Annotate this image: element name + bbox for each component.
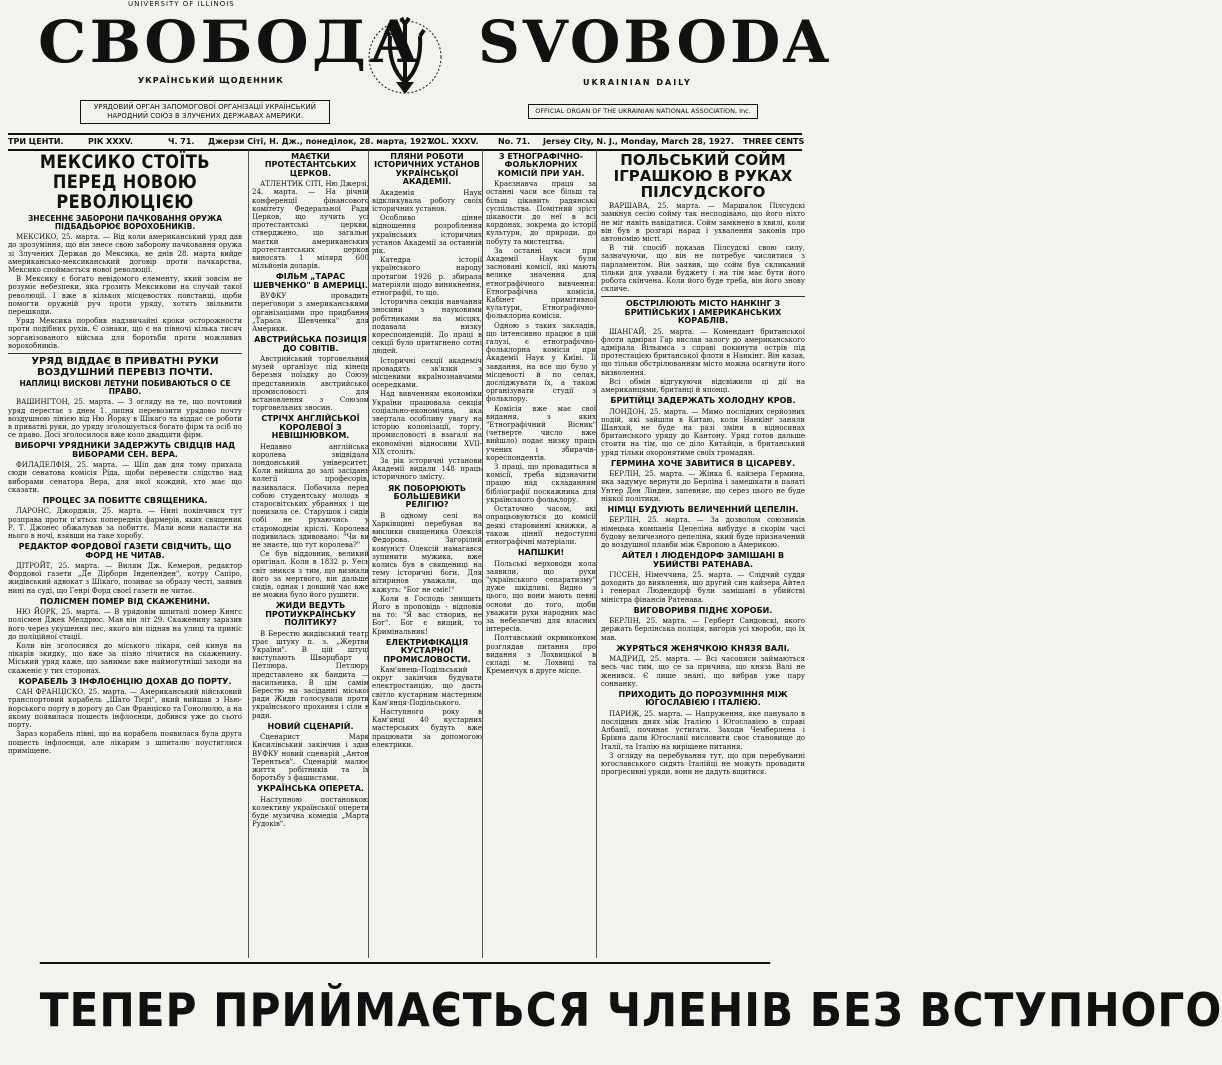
place-date-ukrainian: Джерзи Сіті, Н. Дж., понеділок, 28. марта, 1927.: [208, 137, 436, 146]
masthead-subtitle-english: UKRAINIAN DAILY: [583, 78, 692, 87]
volume-number: VOL. XXXV.: [428, 137, 479, 146]
article-paragraph: Комісія вже має свої видання, з яких "Етнографічний Вісник" (четверте число вже вийшло) подає низку праць учених і збирачів-кореспондентів.: [486, 404, 596, 462]
article-paragraph: Австрийський торговельний музей організує під кінець березня поїздку до Союзу представників австрийської промисловості для встановлення з Союзом торговельних зносин.: [252, 354, 369, 413]
article-paragraph: НЮ ЙОРК, 25. марта. — В урядовім шпиталі помер Кингс полісмен Джек Мелдрюс. Мав він літ 29. Скаженину заразив його через укушення пес, якого він підняв на улиці та приніс до поліційної стації.: [8, 608, 242, 641]
headline-polish-sejm: ПОЛЬСЬКИЙ СОЙМ ІГРАШКОЮ В РУКАХ ПІЛСУДСКОГО: [613, 151, 793, 201]
headline-airmail: УРЯД ВІДДАЄ В ПРИВАТНІ РУКИ ВОЗДУШНИЙ ПЕРЕВІЗ ПОЧТИ.: [31, 356, 219, 378]
issue-number: No. 71.: [498, 137, 531, 146]
article-paragraph: Полтавський окрвиконком розглядав питання про видання з Лохвицької в складі м. Лохвиці та Кременчук в друге місце.: [486, 634, 596, 676]
masthead-title-cyrillic: СВОБОДА: [38, 8, 422, 76]
headline-influenza-ship: КОРАБЕЛЬ З ІНФЛОЄНЦІЮ ДОХАВ ДО ПОРТУ.: [18, 676, 232, 686]
column-divider: [601, 296, 805, 297]
headline-election-officials: ВИБОРЧІ УРЯДНИКИ ЗАДЕРЖУТЬ СВІДЦІВ НАД ВИБОРАМИ СЕН. ВЕРА.: [14, 441, 236, 459]
headline-austrian-position: АВСТРИЙСЬКА ПОЗИЦІЯ ДО СОВІТІВ.: [254, 335, 367, 353]
article-paragraph: За рік історичні установи Академії видали 148 праць історичного змісту.: [372, 457, 482, 482]
article-paragraph: Сценарист Марк Кисилівський закінчив і здав ВУФКУ новий сценарій „Антон Терентьєв". Сценарій малює життя робітників та їх боротьбу з фашистами.: [252, 733, 369, 783]
headline-nanking-shelling: ОБСТРІЛЮЮТЬ МІСТО НАНКІНГ З БРИТІЙСЬКИХ І АМЕРИКАНСЬКИХ КОРАБЛІВ.: [624, 299, 782, 326]
headline-napshky: НАПШКИ!: [517, 548, 565, 558]
headline-rathenau: АЙТЕЛ І ЛЮДЕНДОРФ ЗАМІШАНІ В УБИЙСТВІ РАТЕНАВА.: [621, 551, 785, 569]
masthead-title-latin: SVOBODA: [478, 8, 832, 76]
article-paragraph: АТЛЕНТИК СІТІ, Ню Джерзі, 24. марта. — На річній конференції фінансового комітету Федеральної Ради Церков, що лучить усі протестантські церкви, стверджено, що загальні маєтки американських протестантських церков виносять 1 мілярд 600 мільйонів доларів.: [252, 180, 369, 271]
headline-priest-trial: ПРОЦЕС ЗА ПОБИТТЄ СВЯЩЕНИКА.: [42, 496, 208, 506]
column-1: [8, 150, 242, 958]
headline-shevchenko-film: ФІЛЬМ „ТАРАС ШЕВЧЕНКО" В АМЕРИЦІ.: [253, 272, 368, 290]
article-paragraph: Коли в Господь знищить Його в проповідь - відповів на то: "Я вас створив, не Бог". Бог є вищий, то Кримінальник!: [372, 594, 482, 636]
bottom-banner-headline: ТЕПЕР ПРИЙМАЄТЬСЯ ЧЛЕНІВ БЕЗ ВСТУПНОГО: [40, 962, 770, 1064]
article-paragraph: ВУФКУ провадить переговори з американськими організаціями про придбання „Тараса Шевченка" для Америки.: [252, 292, 369, 333]
article-paragraph: МАДРИД, 25. марта. — Всі часописи займаються весь час тим, що се за причина, що князь Валі не женився. Є лише знані, що вибрав уже пару соннанку.: [601, 655, 805, 688]
headline-bolsheviks-religion: ЯК ПОБОРЮЮТЬ БОЛЬШЕВИКИ РЕЛІГІЮ?: [387, 483, 467, 510]
article-paragraph: Над вивченням економіки України працювала секція соціально-економічна, яка звертала особливу увагу на історію колонізації, торгу, промисловості в взагалі на економічні відносини XVII-XIX століть.: [372, 390, 482, 456]
headline-mexico-revolution: МЕКСИКО СТОЇТЬ ПЕРЕД НОВОЮ РЕВОЛЮЦІЄЮ: [39, 151, 211, 213]
article-paragraph: ПАРИЖ, 25. марта. — Напруження, яке панувало в послідних днях між Італією і Югославією в справі Албанії, починає устигати. Заходи Чемберлена і Бріяна дали Югославії висловити своє становище до Італії, та Італію на вирішене питання.: [601, 709, 805, 751]
top-strip: UNIVERSITY OF ILLINOIS: [128, 0, 235, 8]
article-paragraph: БЕРЛІН, 25. марта. — Герберт Сандовскі, якого держать берлінська поліція, вигорів усі хвороби, що їх мав.: [601, 617, 805, 642]
headline-diseases: ВИГОВОРИВЯ ПІДНЄ ХОРОБИ.: [633, 605, 773, 615]
column-divider: [8, 353, 242, 354]
article-paragraph: САН ФРАНЦІСКО, 25. марта. — Американський військовий транспортовий корабель „Шато Тієрі", який вийшав з Нью-йорського порту в дорогу до Сан Франціско та Гонолюлю, а на якому появилася пошесть інфлоєнци, добився уже до сього порту.: [8, 688, 242, 730]
article-paragraph: МЕКСИКО, 25. марта. — Від коли американський уряд дав до зрозуміння, що він знесе свою заборону пачковання оружа зі Злучених Держав до Мексика, ве днів 28. марта вийде американсько-мексиканський договір проти пачкарства, Мексико споймається нової революції.: [8, 233, 242, 275]
headline-academy-plans: ПЛЯНИ РОБОТИ ІСТОРИЧНИХ УСТАНОВ УКРАЇНСЬКОЇ АКАДЕМІЇ.: [374, 152, 480, 187]
article-paragraph: З праці, що провадиться в комісії, треба відзначити працю над складанням бібліографії поскажника для українського фольклору.: [486, 463, 596, 504]
article-paragraph: В Берестю жидівський театр грає штуку п. з. „Жертви України". В цій штуці виступають Шварцбарт і Петлюра. Петлюру представлено як бандита — насильника. В цім самім Берестю на засіданні міської ради Жиди голосували проти українського прохання і сіли в ради.: [252, 629, 369, 720]
article-paragraph: Всі обмін відгукуючи відсвіжили ці дії на американцями, британці й японці.: [601, 377, 805, 395]
article-paragraph: Академія Наук відкликувала роботу своїх історичних установ.: [372, 188, 482, 213]
article-paragraph: Уряд Мексика поробив надзвичайні кроки осторожности проти подібних рухів. Є ознаки, що є на півночі кілька тисяч зорганізованого війська для боротьби проти можливих ворохобників.: [8, 317, 242, 350]
headline-protestant-churches: МАЄТКИ ПРОТЕСТАНТСЬКИХ ЦЕРКОВ.: [264, 152, 357, 178]
issue-number-ukrainian: Ч. 71.: [168, 137, 195, 146]
headline-hermine: ГЕРМИНА ХОЧЕ ЗАВИТИСЯ В ЦІСАРЕВУ.: [610, 458, 796, 468]
article-paragraph: ВАРШАВА, 25. марта. — Маршалок Пілсудскі замкнув сесію сойму так несподівано, що його ніхто не міг навіть навідатися. Сойм замкнено в хвилі, коли він був в розгарі нарад і ухвалення законів про автономію місті.: [601, 202, 805, 244]
trident-emblem-icon: [366, 12, 444, 102]
article-paragraph: Польські верховоди кола заявили, що рухи "українського сепаратизму" дуже шкідливі. Видно з цього, що вони мають певні основи до того, щоби уважати рухи народних мас за небезпечні для власних інтересів.: [486, 559, 596, 634]
headline-ethnography-commissions: З ЕТНОГРАФІЧНО-ФОЛЬКЛОРНИХ КОМІСІЙ ПРИ УАН.: [497, 152, 585, 178]
article-paragraph: Історичні секції академіч провадять зв'язки з місцевими вкраїнознавчими осередками.: [372, 356, 482, 390]
article-paragraph: Кам'янець-Подільський округ закінчив будувати електростанцію, що дасть світло кустарним мастерням Кам'янця-Подільського.: [372, 666, 482, 707]
place-date-english: Jersey City, N. J., Monday, March 28, 1927.: [543, 137, 734, 146]
headline-zeppelin: НІМЦІ БУДУЮТЬ ВЕЛИЧЕННИЙ ЦЕПЕЛІН.: [607, 505, 799, 515]
article-paragraph: Се був віддовник, великий оригінал. Коли в 1832 р. Уесь світ зникся з тим, що визнали його за мертвого, він дальше сидів, однак і довший час вже не можна було його рушити.: [252, 550, 369, 600]
article-paragraph: Краєзнавча праця за останні часи все більш та більш цікавить радянські суспільства. Помітний зріст цікавости до неї в всі кордонах, зокрема до історії культури, до природи, до побуту та мистецтва.: [486, 180, 596, 246]
article-paragraph: Остаточно часом, які опрацьовуються до комісії деякі старовинні книжки, а також ціннії недоступні етнографічні матеріали.: [486, 505, 596, 546]
article-paragraph: Особливо цінне відношення розроблення українських історичних установ Академії за останній рік.: [372, 214, 482, 255]
headline-electrification: ЕЛЕКТРИФІКАЦІЯ КУСТАРНОЇ ПРОМИСЛОВОСТИ.: [383, 637, 471, 664]
article-paragraph: Зараз корабель півні, що на корабель появилася була друга пошесть інфлоєнци, але лікарям з шпиталю поустиглися приміщене.: [8, 730, 242, 755]
article-paragraph: ГІССЕН, Німеччина, 25. марта. — Слідчий суддя доходить до виявлення, що другий син кайзера Айтел і генерал Людендорф були замішані в убийстві міністра фінансів Ратенава.: [601, 571, 805, 604]
article-paragraph: ФИЛАДЕЛФІЯ, 25. марта. — Шіп дав для тому прихала сюди сенатова комісія Ріда, щоби перевести слідство над виборами сенатора Вера, для якої кождий, хто має що сказати.: [8, 461, 242, 494]
headline-yugoslavia-italy: ПРИХОДИТЬ ДО ПОРОЗУМІННЯ МІЖ ЮГОСЛАВІЄЮ І ІТАЛІЄЮ.: [618, 690, 788, 708]
article-paragraph: ЛОНДОН, 25. марта. — Мимо послідних серйозних подій, які зайшли в Китаю, коли Нанкінг заняли Шанхай, не буде на разі зміни в відносинах британського уряду до Кантону. Уряд готов дальше стояти на тім, що се діло Китайців, а британський уряд тільки охоронятиме своїх громадян.: [601, 407, 805, 457]
article-paragraph: В тій спосіб показав Пілсудскі свою силу, зазначуючи, що він не потребує числитися з парламентом. Він заявив, що сойм був скликаний тільки для ухвали буджету і на тім має бути його робота скінчена. Коли його буде треба, він його знову скличе.: [601, 244, 805, 294]
article-paragraph: ДІТРОЙТ, 25. марта. — Вилям Дж. Кемерон, редактор Фордової газети „Дe Дірборн Індепенден", котру Сапіро, жидівський адвокат з Шікаго, позиває за образу честі, заявив нині на суді, що Генрі Форд своєї газети не читає.: [8, 562, 242, 595]
column-2: [248, 150, 369, 958]
article-paragraph: Коли він зголосився до міського лікаря, сей кинув на лікарів зкидку, що вже за пізно лічитися на скаженину. Міський уряд каже, що занимає вже наймогутніші заходи на скаженіє у тих сторонах.: [8, 642, 242, 675]
article-paragraph: Одною з таких закладів, що інтенсивно працює в цій галузі, є етнографічно-фольклорна комісія при Академії Наук у Київі. Її завдання, на все що було у місцевості й по селах, досліджувати їх, а також організувати студії з фольклору.: [486, 321, 596, 404]
dateline-bar: [8, 133, 805, 151]
column-4: [482, 150, 596, 958]
article-paragraph: БЕРЛІН, 25. марта. — Жінка б. кайзера Гермина, яка задумує вернути до Берліна і замешкати в палаті Унтер Ден Лінден, запевняє, що серез цього не буде ніякої політики.: [601, 470, 805, 503]
masthead-subtitle-ukrainian: УКРАЇНСЬКИЙ ЩОДЕННИК: [138, 76, 284, 85]
column-5: [596, 150, 805, 958]
article-paragraph: З огляду на перебування тут, що при перебуванні югославського сидять Італійці не можуть провадити прогресивні уряди, вони не дадуть вщитися.: [601, 751, 805, 777]
article-paragraph: БЕРЛІН, 25. марта. — За дозволом союзників німецька компанія Цепеліна вибудує в скорім часі будову величезного цепеліна, який буде призначений до воздушної плавби між Європою а Америкою.: [601, 516, 805, 550]
article-paragraph: ВАШИНГТОН, 25. марта. — З огляду на те, що почтовий уряд перестає з днем 1. липня перевозити урядово почту воздушною лінією від Ню Йорку в Шікаґо та віддає се роботи в приватні руки, до уряду зголошується богато фірм та осіб по се право. Досі зголосилося вже коло двадцяти фірм.: [8, 398, 242, 440]
headline-new-scenario: НОВИЙ СЦЕНАРІЙ.: [267, 721, 354, 731]
deck-mexico: ЗНЕСЕННЄ ЗАБОРОНИ ПАЧКОВАННЯ ОРУЖА ПІДБАДЬОРЮЄ ВОРОХОБНИКІВ.: [27, 213, 223, 232]
price-ukrainian: ТРИ ЦЕНТИ.: [8, 137, 64, 146]
price-english: THREE CENTS: [743, 137, 805, 146]
headline-prince-wedding: ЖУРЯТЬСЯ ЖЕНЯЧКОЮ КНЯЗЯ ВАЛІ.: [616, 643, 790, 653]
article-paragraph: Катедра історії українського народу протягом 1926 р. збирала матеріяли щодо виникнення, етнографії, то що.: [372, 256, 482, 297]
headline-ford-editor: РЕДАКТОР ФОРДОВОЇ ГАЗЕТИ СВІДЧИТЬ, ЩО ФОРД НЕ ЧИТАВ.: [18, 542, 232, 560]
article-paragraph: ЛАРОНС, Джорджія, 25. марта. — Нині покінчився тут розправа проти п'ятьох попередніх фармерів, яких священик Р. Т. Джонес обжалував за побиттє. Мали вони напасти на нього в ночі, взявши на таке хоробу.: [8, 507, 242, 541]
newspaper-page: [8, 0, 1222, 1065]
headline-ukrainian-operetta: УКРАЇНСЬКА ОПЕРЕТА.: [257, 784, 364, 794]
headline-policeman-rabies: ПОЛІСМЕН ПОМЕР ВІД СКАЖЕНИНИ.: [39, 596, 211, 606]
official-organ-english: OFFICIAL ORGAN OF THE UKRAINIAN NATIONAL ASSOCIATION, Inc.: [528, 104, 758, 119]
article-paragraph: Недавно англійська королева звідвідала лондонський університет. Коли вийшла до залі засідань колегії професорів, називалася. Побачила перед собою студентську молодь в старосвітських убраннях і ще понизила се. Старушок і сидів собі не рухаючись у старомоднім кріслі. Королева подивилась здивовано: "Чи ви не знаєте, що тут королева?": [252, 442, 369, 550]
year-ukrainian: РІК XXXV.: [88, 137, 133, 146]
article-paragraph: ШАНГАЙ, 25. марта. — Комендант британської флоти адмірал Гар вислав залогу до американського адмірала Вільямса з справі покинути острів під протестацією британської флоти в Нанкінг. Він казав, що тільки обстрілюванням місто можна осягнути його визволення.: [601, 327, 805, 377]
headline-queen-meeting: СТРІЧХ АНГЛІЙСЬКОЇ КОРОЛЕВОЇ З НЕВІШНЮВКОМ.: [261, 414, 360, 441]
article-paragraph: Наступного року в Кам'янці 40 кустарних мастерських будуть вже працювати за допомогою електрики.: [372, 708, 482, 749]
column-3: [368, 150, 482, 958]
official-organ-ukrainian: УРЯДОВИЙ ОРГАН ЗАПОМОГОВОЇ ОРГАНІЗАЦІЇ УКРАЇНСЬКИЙ НАРОДНИЙ СОЮЗ В ЗЛУЧЕНИХ ДЕРЖАВАХ АМЕРИКИ.: [80, 100, 330, 124]
article-paragraph: Наступною постановкою колективу української оперети буде музична комедія „Марта Рудоків".: [252, 795, 369, 829]
deck-airmail: НАПЛИЦІ ВИСКОВІ ЛЕТУНИ ПОБИВАЮТЬСЯ О СЕ ПРАВО.: [19, 379, 231, 397]
article-paragraph: В Мексику є богато невідомого елементу, який зовсім не розуміє небезпеки, яка грозить Мексикови на случай такої революції. І вже в кількох місцевостях повстанці, щоби помогти оружній руч проти уряду, хотять звільнити перешкоди.: [8, 275, 242, 317]
headline-british-calm: БРИТІЙЦІ ЗАДЕРЖАТЬ ХОЛОДНУ КРОВ.: [610, 396, 796, 406]
article-paragraph: За останні часи при Академії Наук були засновані комісії, які мають велике значення для етнографічного вивчення: Етнографічна комісія, Кабінет примітивної культури, Етнографічно-фольклорна комісія.: [486, 246, 596, 321]
article-paragraph: Історична секція навчання зносини з науковими робітниками на місцях, подавала низку кореспонденцій. До праці в секції було притягнено сотні людей.: [372, 298, 482, 356]
article-paragraph: В одному селі на Харківщині перебував на виклики священика Олексія Федорова. Загорілий комуніст Олексій намагався зупинити мужика, вже колись був в священиці на тему історичні боги. Для вітиринов уважали, що кажуть: "Бог не сміє!": [372, 511, 482, 594]
headline-anti-ukrainian-policy: ЖИДИ ВЕДУТЬ ПРОТИУКРАЇНСЬКУ ПОЛІТИКУ?: [265, 601, 356, 628]
